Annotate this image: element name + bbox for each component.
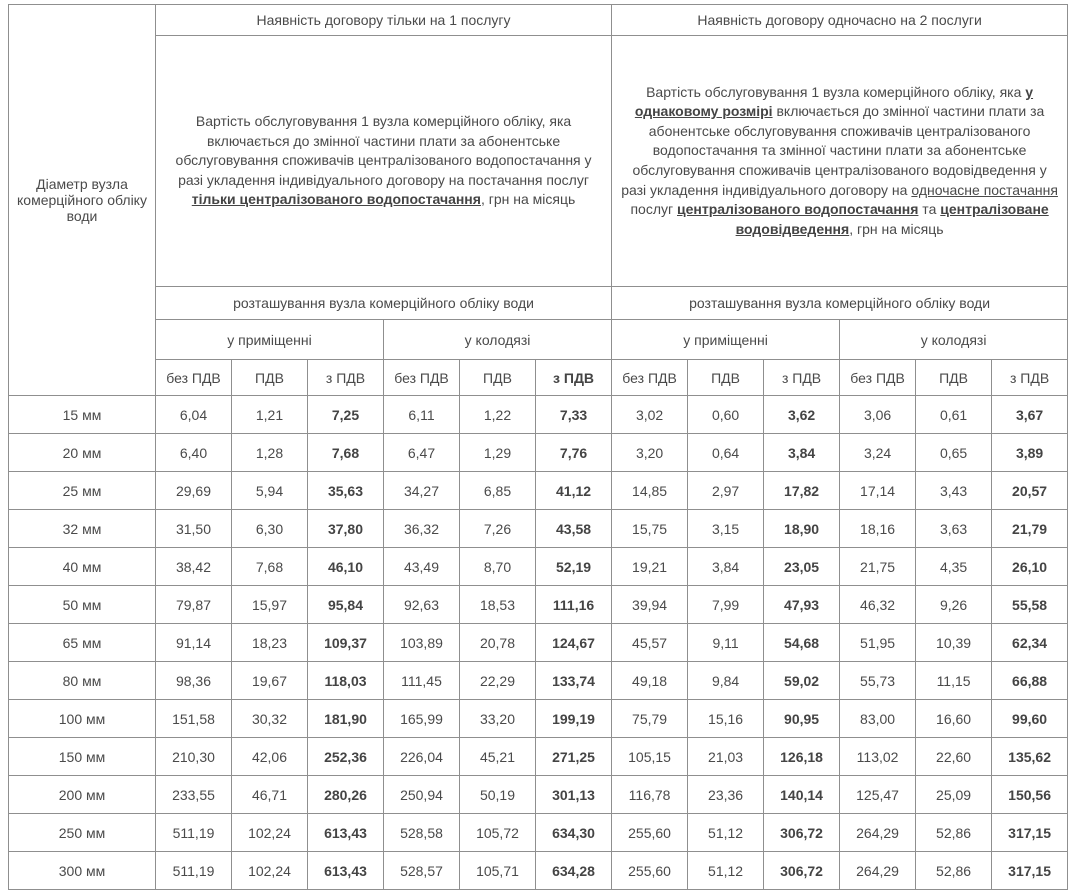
value-cell: 0,64 <box>688 434 764 472</box>
description-segment: Вартість обслуговування 1 вузла комерційного обліку, яка включається до змінної частини плати за абонентське обслуговування споживачів централізованого водопостачання у разі укладення індивідуального договору на постачання послуг <box>175 113 592 188</box>
section-2-description <box>612 36 1068 287</box>
value-cell: 613,43 <box>308 852 384 890</box>
vat-column-header: ПДВ <box>232 360 308 396</box>
value-cell: 280,26 <box>308 776 384 814</box>
section-1-location-well: у колодязі <box>384 320 612 360</box>
value-cell: 6,30 <box>232 510 308 548</box>
vat-column-header: ПДВ <box>460 360 536 396</box>
value-cell: 233,55 <box>156 776 232 814</box>
location-header-row <box>9 287 1068 320</box>
description-segment: включається до змінної частини плати за абонентське обслуговування споживачів централізованого водопостачання та змінної частини плати за абонентське обслуговування споживачів централізованого водовідведення у разі укладення індивідуального договору на <box>621 103 1047 198</box>
value-cell: 5,94 <box>232 472 308 510</box>
diameter-cell: 20 мм <box>9 434 156 472</box>
vat-column-header: без ПДВ <box>612 360 688 396</box>
value-cell: 17,82 <box>764 472 840 510</box>
value-cell: 45,21 <box>460 738 536 776</box>
description-segment: тільки централізованого водопостачання <box>191 191 481 208</box>
value-cell: 15,97 <box>232 586 308 624</box>
value-cell: 151,58 <box>156 700 232 738</box>
value-cell: 22,29 <box>460 662 536 700</box>
value-cell: 18,23 <box>232 624 308 662</box>
value-cell: 3,67 <box>992 396 1068 434</box>
value-cell: 41,12 <box>536 472 612 510</box>
table-row <box>9 548 1068 586</box>
value-cell: 52,86 <box>916 814 992 852</box>
value-cell: 7,33 <box>536 396 612 434</box>
vat-column-header: ПДВ <box>916 360 992 396</box>
value-cell: 6,85 <box>460 472 536 510</box>
diameter-cell: 25 мм <box>9 472 156 510</box>
value-cell: 29,69 <box>156 472 232 510</box>
value-cell: 8,70 <box>460 548 536 586</box>
value-cell: 83,00 <box>840 700 916 738</box>
table-row <box>9 662 1068 700</box>
value-cell: 66,88 <box>992 662 1068 700</box>
value-cell: 98,36 <box>156 662 232 700</box>
value-cell: 0,60 <box>688 396 764 434</box>
value-cell: 9,26 <box>916 586 992 624</box>
value-cell: 111,16 <box>536 586 612 624</box>
value-cell: 49,18 <box>612 662 688 700</box>
table-row <box>9 510 1068 548</box>
value-cell: 9,11 <box>688 624 764 662</box>
description-segment: централізоване водовідведення <box>735 201 1049 237</box>
value-cell: 113,02 <box>840 738 916 776</box>
table-row <box>9 852 1068 890</box>
value-cell: 10,39 <box>916 624 992 662</box>
vat-column-header: з ПДВ <box>308 360 384 396</box>
value-cell: 50,19 <box>460 776 536 814</box>
value-cell: 22,60 <box>916 738 992 776</box>
value-cell: 7,99 <box>688 586 764 624</box>
value-cell: 3,89 <box>992 434 1068 472</box>
section-2-location-well: у колодязі <box>840 320 1068 360</box>
value-cell: 43,49 <box>384 548 460 586</box>
value-cell: 528,57 <box>384 852 460 890</box>
value-cell: 6,47 <box>384 434 460 472</box>
value-cell: 3,02 <box>612 396 688 434</box>
value-cell: 264,29 <box>840 814 916 852</box>
value-cell: 126,18 <box>764 738 840 776</box>
vat-column-header: з ПДВ <box>992 360 1068 396</box>
value-cell: 3,84 <box>688 548 764 586</box>
value-cell: 15,16 <box>688 700 764 738</box>
section-1-title: Наявність договору тільки на 1 послугу <box>156 5 612 36</box>
description-segment: послуг <box>630 201 677 218</box>
value-cell: 0,65 <box>916 434 992 472</box>
value-cell: 116,78 <box>612 776 688 814</box>
value-cell: 7,76 <box>536 434 612 472</box>
vat-column-header: ПДВ <box>688 360 764 396</box>
section-description-row <box>9 36 1068 287</box>
value-cell: 17,14 <box>840 472 916 510</box>
value-cell: 226,04 <box>384 738 460 776</box>
diameter-cell: 15 мм <box>9 396 156 434</box>
diameter-cell: 80 мм <box>9 662 156 700</box>
vat-column-header: без ПДВ <box>384 360 460 396</box>
value-cell: 105,71 <box>460 852 536 890</box>
table-row <box>9 586 1068 624</box>
value-cell: 255,60 <box>612 852 688 890</box>
description-segment: , грн на місяць <box>849 220 944 237</box>
value-cell: 92,63 <box>384 586 460 624</box>
value-cell: 55,58 <box>992 586 1068 624</box>
value-cell: 1,21 <box>232 396 308 434</box>
section-1-location-header: розташування вузла комерційного обліку води <box>156 287 612 320</box>
value-cell: 7,68 <box>308 434 384 472</box>
placement-row <box>9 320 1068 360</box>
value-cell: 42,06 <box>232 738 308 776</box>
tariff-table <box>8 4 1068 890</box>
section-1-description <box>156 36 612 287</box>
value-cell: 210,30 <box>156 738 232 776</box>
value-cell: 102,24 <box>232 814 308 852</box>
table-row <box>9 396 1068 434</box>
value-cell: 1,22 <box>460 396 536 434</box>
value-cell: 51,12 <box>688 852 764 890</box>
value-cell: 6,11 <box>384 396 460 434</box>
value-cell: 317,15 <box>992 814 1068 852</box>
value-cell: 79,87 <box>156 586 232 624</box>
value-cell: 3,15 <box>688 510 764 548</box>
value-cell: 511,19 <box>156 852 232 890</box>
value-cell: 18,90 <box>764 510 840 548</box>
value-cell: 23,05 <box>764 548 840 586</box>
description-segment: , грн на місяць <box>480 191 576 208</box>
value-cell: 45,57 <box>612 624 688 662</box>
value-cell: 528,58 <box>384 814 460 852</box>
value-cell: 51,12 <box>688 814 764 852</box>
value-cell: 62,34 <box>992 624 1068 662</box>
value-cell: 3,63 <box>916 510 992 548</box>
value-cell: 3,24 <box>840 434 916 472</box>
value-cell: 6,40 <box>156 434 232 472</box>
table-row <box>9 434 1068 472</box>
value-cell: 19,21 <box>612 548 688 586</box>
diameter-cell: 40 мм <box>9 548 156 586</box>
diameter-cell: 300 мм <box>9 852 156 890</box>
vat-header-row <box>9 360 1068 396</box>
description-segment: у однаковому розмірі <box>634 83 1034 120</box>
tariff-table-body <box>9 396 1068 890</box>
table-row <box>9 814 1068 852</box>
value-cell: 165,99 <box>384 700 460 738</box>
table-row <box>9 776 1068 814</box>
value-cell: 21,75 <box>840 548 916 586</box>
value-cell: 118,03 <box>308 662 384 700</box>
value-cell: 18,16 <box>840 510 916 548</box>
value-cell: 135,62 <box>992 738 1068 776</box>
value-cell: 306,72 <box>764 852 840 890</box>
value-cell: 3,20 <box>612 434 688 472</box>
table-row <box>9 738 1068 776</box>
vat-column-header: з ПДВ <box>536 360 612 396</box>
value-cell: 91,14 <box>156 624 232 662</box>
value-cell: 511,19 <box>156 814 232 852</box>
value-cell: 105,72 <box>460 814 536 852</box>
value-cell: 20,57 <box>992 472 1068 510</box>
value-cell: 55,73 <box>840 662 916 700</box>
diameter-cell: 200 мм <box>9 776 156 814</box>
value-cell: 140,14 <box>764 776 840 814</box>
value-cell: 38,42 <box>156 548 232 586</box>
value-cell: 301,13 <box>536 776 612 814</box>
value-cell: 25,09 <box>916 776 992 814</box>
value-cell: 16,60 <box>916 700 992 738</box>
value-cell: 2,97 <box>688 472 764 510</box>
value-cell: 102,24 <box>232 852 308 890</box>
value-cell: 103,89 <box>384 624 460 662</box>
value-cell: 54,68 <box>764 624 840 662</box>
value-cell: 1,28 <box>232 434 308 472</box>
value-cell: 52,86 <box>916 852 992 890</box>
value-cell: 634,30 <box>536 814 612 852</box>
value-cell: 19,67 <box>232 662 308 700</box>
value-cell: 18,53 <box>460 586 536 624</box>
value-cell: 3,06 <box>840 396 916 434</box>
value-cell: 59,02 <box>764 662 840 700</box>
value-cell: 317,15 <box>992 852 1068 890</box>
value-cell: 43,58 <box>536 510 612 548</box>
value-cell: 23,36 <box>688 776 764 814</box>
value-cell: 0,61 <box>916 396 992 434</box>
description-segment: централізованого водопостачання <box>677 201 919 218</box>
value-cell: 36,32 <box>384 510 460 548</box>
diameter-cell: 65 мм <box>9 624 156 662</box>
value-cell: 7,68 <box>232 548 308 586</box>
value-cell: 109,37 <box>308 624 384 662</box>
vat-column-header: без ПДВ <box>156 360 232 396</box>
vat-column-header: без ПДВ <box>840 360 916 396</box>
section-1-location-indoor: у приміщенні <box>156 320 384 360</box>
value-cell: 111,45 <box>384 662 460 700</box>
vat-column-header: з ПДВ <box>764 360 840 396</box>
table-row <box>9 472 1068 510</box>
value-cell: 6,04 <box>156 396 232 434</box>
value-cell: 75,79 <box>612 700 688 738</box>
diameter-cell: 250 мм <box>9 814 156 852</box>
diameter-cell: 100 мм <box>9 700 156 738</box>
value-cell: 3,43 <box>916 472 992 510</box>
value-cell: 51,95 <box>840 624 916 662</box>
value-cell: 4,35 <box>916 548 992 586</box>
diameter-cell: 50 мм <box>9 586 156 624</box>
section-2-location-header: розташування вузла комерційного обліку води <box>612 287 1068 320</box>
value-cell: 634,28 <box>536 852 612 890</box>
value-cell: 306,72 <box>764 814 840 852</box>
value-cell: 35,63 <box>308 472 384 510</box>
value-cell: 46,32 <box>840 586 916 624</box>
value-cell: 9,84 <box>688 662 764 700</box>
value-cell: 181,90 <box>308 700 384 738</box>
diameter-cell: 32 мм <box>9 510 156 548</box>
value-cell: 37,80 <box>308 510 384 548</box>
section-2-location-indoor: у приміщенні <box>612 320 840 360</box>
value-cell: 3,62 <box>764 396 840 434</box>
value-cell: 15,75 <box>612 510 688 548</box>
value-cell: 7,26 <box>460 510 536 548</box>
value-cell: 39,94 <box>612 586 688 624</box>
description-segment: одночасне постачання <box>911 181 1058 198</box>
value-cell: 30,32 <box>232 700 308 738</box>
value-cell: 26,10 <box>992 548 1068 586</box>
value-cell: 264,29 <box>840 852 916 890</box>
value-cell: 250,94 <box>384 776 460 814</box>
value-cell: 255,60 <box>612 814 688 852</box>
value-cell: 21,03 <box>688 738 764 776</box>
value-cell: 613,43 <box>308 814 384 852</box>
value-cell: 7,25 <box>308 396 384 434</box>
value-cell: 199,19 <box>536 700 612 738</box>
value-cell: 271,25 <box>536 738 612 776</box>
description-segment: Вартість обслуговування 1 вузла комерційного обліку, яка <box>646 83 1026 100</box>
value-cell: 46,10 <box>308 548 384 586</box>
diameter-cell: 150 мм <box>9 738 156 776</box>
value-cell: 95,84 <box>308 586 384 624</box>
value-cell: 125,47 <box>840 776 916 814</box>
value-cell: 252,36 <box>308 738 384 776</box>
section-2-title: Наявність договору одночасно на 2 послуги <box>612 5 1068 36</box>
diameter-header: Діаметр вузла комерційного обліку води <box>9 5 156 396</box>
value-cell: 33,20 <box>460 700 536 738</box>
value-cell: 3,84 <box>764 434 840 472</box>
value-cell: 1,29 <box>460 434 536 472</box>
table-row <box>9 700 1068 738</box>
value-cell: 11,15 <box>916 662 992 700</box>
section-title-row <box>9 5 1068 36</box>
value-cell: 31,50 <box>156 510 232 548</box>
value-cell: 46,71 <box>232 776 308 814</box>
value-cell: 99,60 <box>992 700 1068 738</box>
value-cell: 14,85 <box>612 472 688 510</box>
value-cell: 124,67 <box>536 624 612 662</box>
value-cell: 105,15 <box>612 738 688 776</box>
value-cell: 20,78 <box>460 624 536 662</box>
value-cell: 133,74 <box>536 662 612 700</box>
value-cell: 34,27 <box>384 472 460 510</box>
value-cell: 90,95 <box>764 700 840 738</box>
description-segment: та <box>918 201 941 218</box>
value-cell: 52,19 <box>536 548 612 586</box>
value-cell: 47,93 <box>764 586 840 624</box>
table-row <box>9 624 1068 662</box>
value-cell: 150,56 <box>992 776 1068 814</box>
value-cell: 21,79 <box>992 510 1068 548</box>
